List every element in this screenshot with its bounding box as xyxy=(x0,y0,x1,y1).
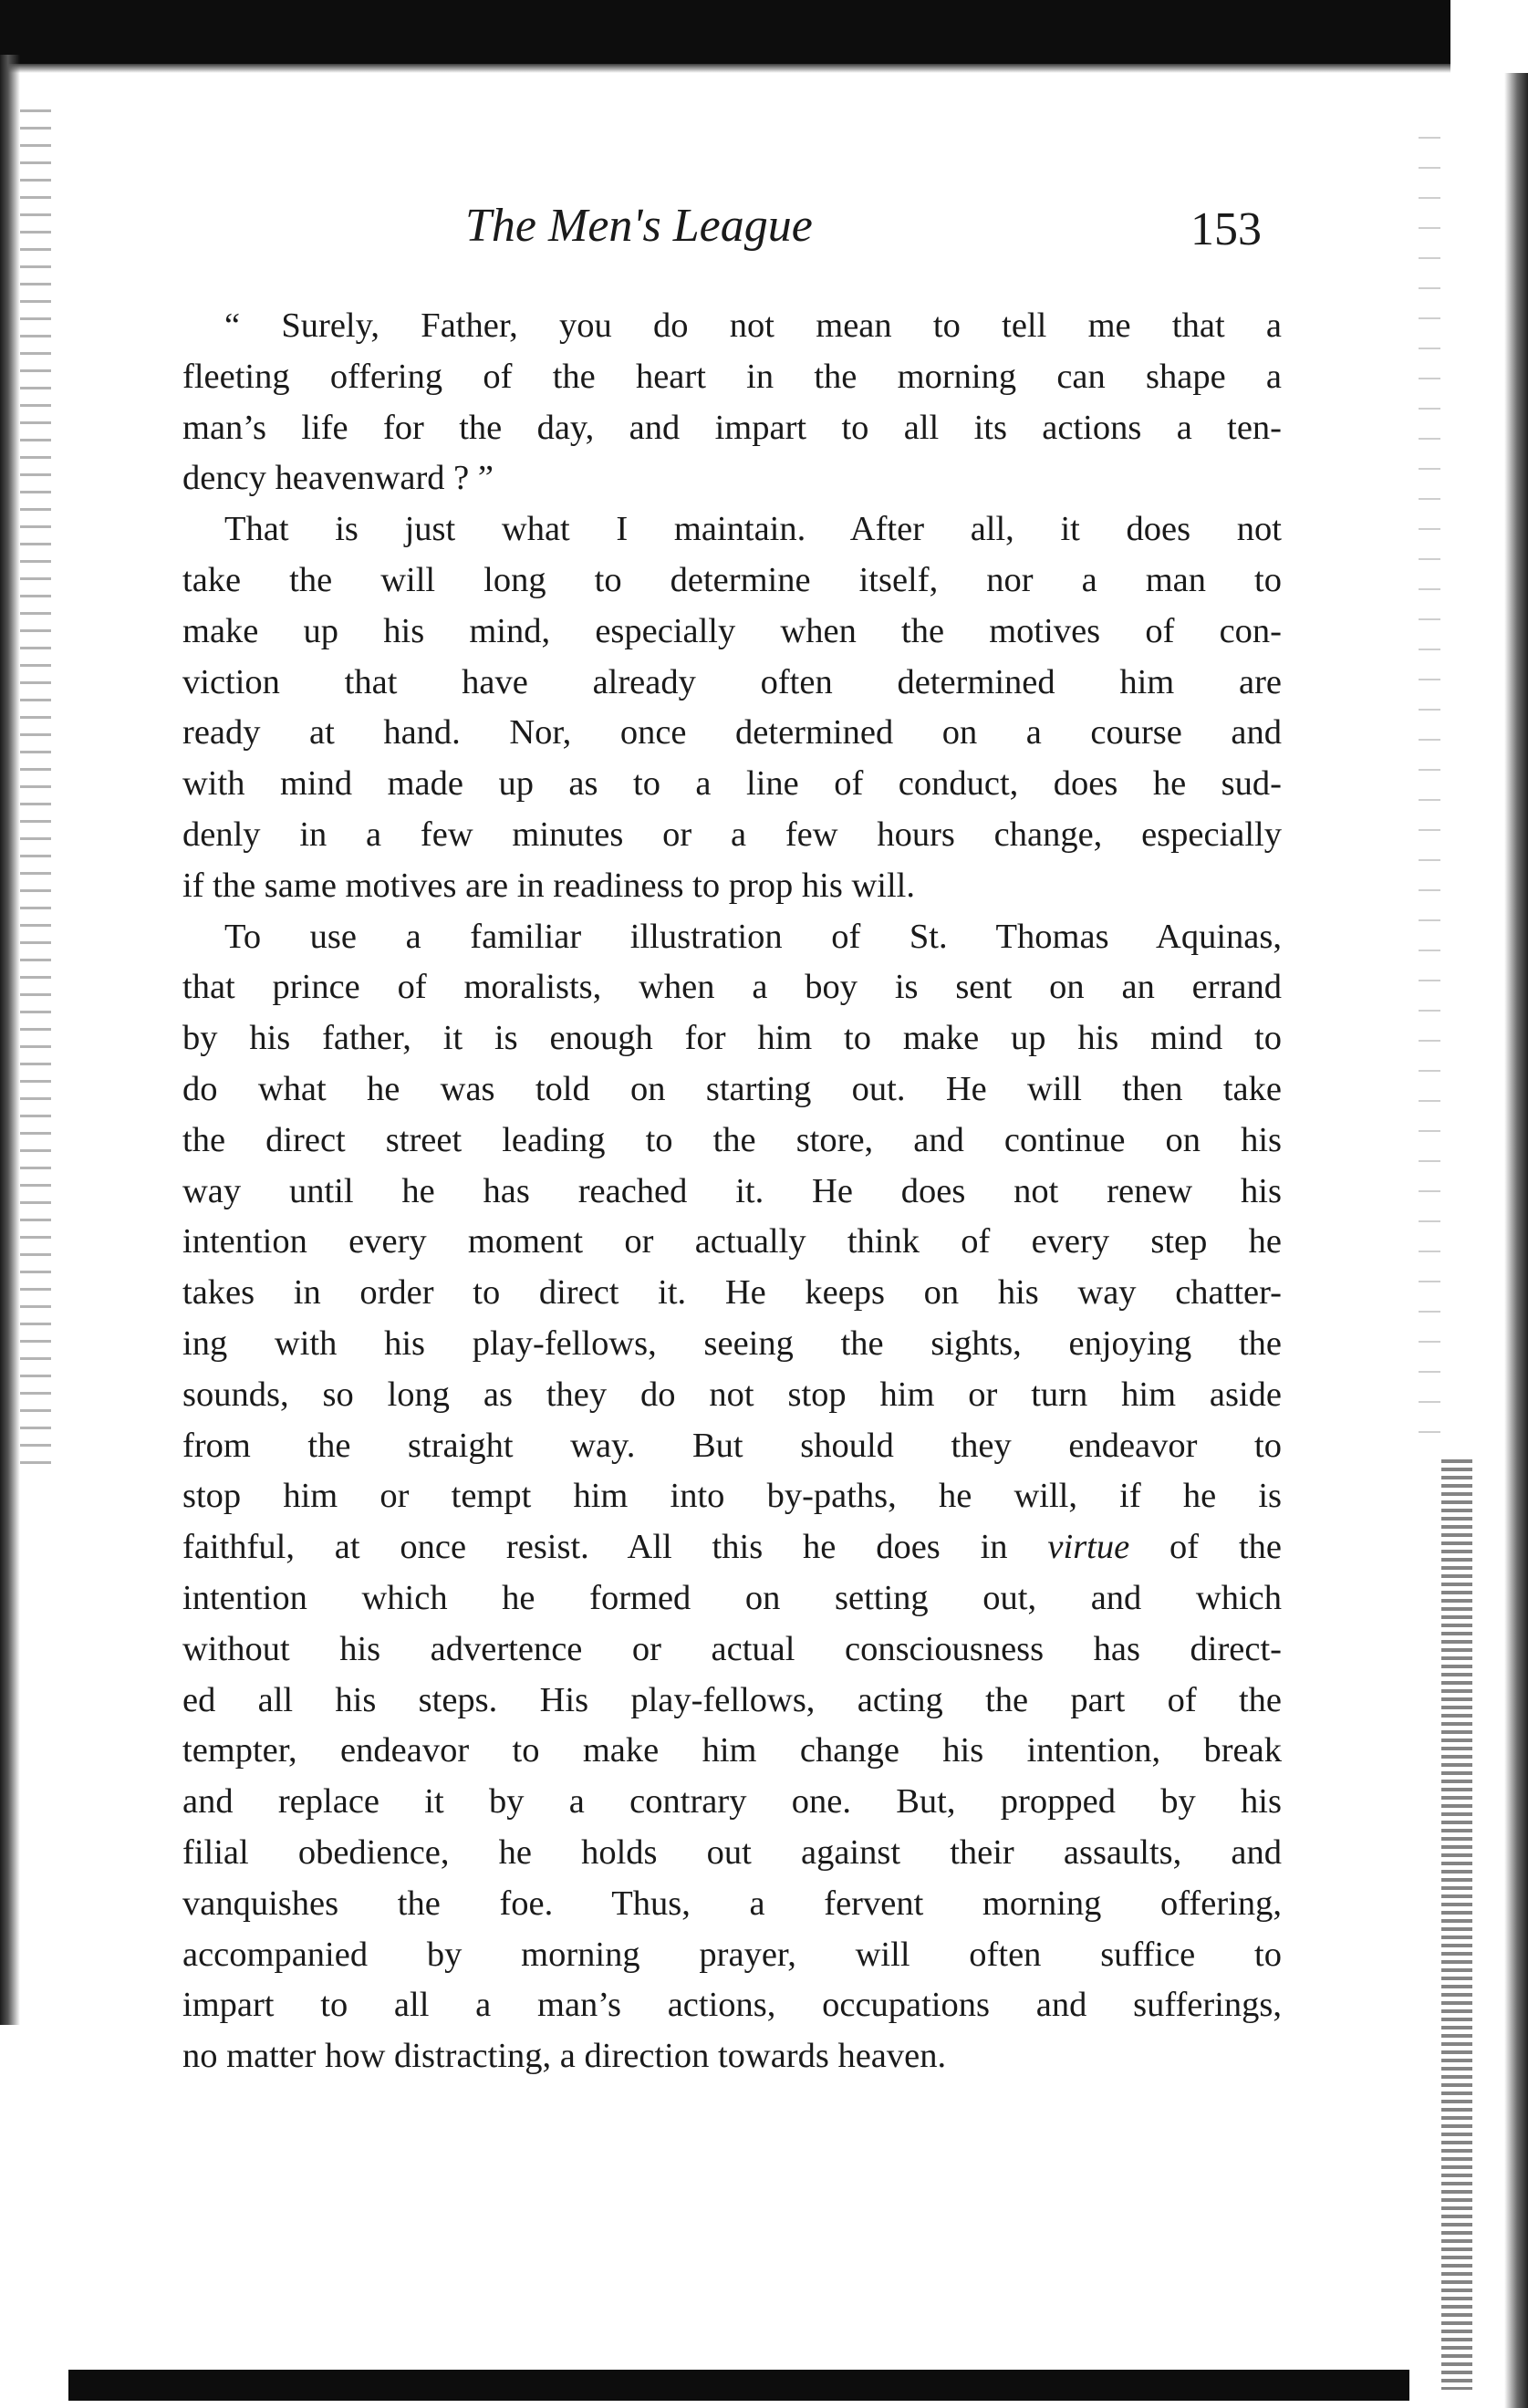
text-line: ready at hand. Nor, once determined on a course and xyxy=(182,713,1282,752)
text-line: vanquishes the foe. Thus, a fervent morning offering, xyxy=(182,1884,1282,1923)
text-line: sounds, so long as they do not stop him or turn him aside xyxy=(182,1375,1282,1414)
scan-edge-top xyxy=(0,0,1450,64)
scan-specks-right xyxy=(1419,137,1440,1459)
text-line: from the straight way. But should they endeavor to xyxy=(182,1426,1282,1465)
text-line: that prince of moralists, when a boy is sent on an errand xyxy=(182,968,1282,1007)
text-line: To use a familiar illustration of St. Thomas Aquinas, xyxy=(224,917,1282,956)
text-line: “ Surely, Father, you do not mean to tell me that a xyxy=(224,306,1282,345)
text-line: and replace it by a contrary one. But, propped by his xyxy=(182,1782,1282,1822)
text-line: viction that have already often determined him are xyxy=(182,662,1282,701)
text-line xyxy=(182,1522,1282,1573)
text-line: stop him or tempt him into by-paths, he will, if he is xyxy=(182,1477,1282,1516)
running-head xyxy=(0,199,1528,263)
running-head-title: The Men's League xyxy=(465,200,813,252)
text-line: do what he was told on starting out. He will then take xyxy=(182,1069,1282,1108)
text-line: ed all his steps. His play-fellows, acting the part of the xyxy=(182,1680,1282,1719)
text-segment: of the xyxy=(1129,1528,1283,1567)
text-line: That is just what I maintain. After all, it does not xyxy=(224,510,1282,549)
text-line: takes in order to direct it. He keeps on his way chatter- xyxy=(182,1273,1282,1313)
text-line: fleeting offering of the heart in the morning can shape a xyxy=(182,357,1282,396)
text-line: with mind made up as to a line of conduct, does he sud- xyxy=(182,764,1282,804)
scan-edge-left xyxy=(0,55,20,2025)
text-line: by his father, it is enough for him to make up his mind to xyxy=(182,1019,1282,1058)
text-line: take the will long to determine itself, nor a man to xyxy=(182,560,1282,599)
body-text xyxy=(182,301,1282,2082)
text-line: way until he has reached it. He does not renew his xyxy=(182,1171,1282,1210)
text-line: denly in a few minutes or a few hours change, especially xyxy=(182,815,1282,854)
text-line: without his advertence or actual consciousness has direct- xyxy=(182,1629,1282,1668)
scan-binding-right xyxy=(1441,1459,1472,2390)
text-line: accompanied by morning prayer, will often suffice to xyxy=(182,1935,1282,1974)
scan-edge-top-fade xyxy=(0,64,1450,73)
text-line: no matter how distracting, a direction towards heaven. xyxy=(182,2037,947,2076)
page-number: 153 xyxy=(1190,203,1262,255)
text-line: ing with his play-fellows, seeing the sights, enjoying the xyxy=(182,1323,1282,1363)
scan-edge-right xyxy=(1504,73,1528,2408)
text-segment: faithful, at once resist. All this he does in xyxy=(182,1528,1048,1567)
text-line: dency heavenward ? ” xyxy=(182,459,494,498)
text-line: the direct street leading to the store, and continue on his xyxy=(182,1120,1282,1159)
scan-specks-left xyxy=(20,109,51,1478)
text-line: tempter, endeavor to make him change his intention, break xyxy=(182,1731,1282,1770)
text-line: filial obedience, he holds out against their assaults, and xyxy=(182,1832,1282,1872)
text-line: intention every moment or actually think of every step he xyxy=(182,1222,1282,1261)
text-line: make up his mind, especially when the motives of con- xyxy=(182,611,1282,650)
italic-word: virtue xyxy=(1047,1528,1130,1567)
text-line: impart to all a man’s actions, occupations and sufferings, xyxy=(182,1986,1282,2025)
text-line: man’s life for the day, and impart to all its actions a ten- xyxy=(182,408,1282,447)
scan-edge-bottom xyxy=(68,2370,1409,2401)
text-line: if the same motives are in readiness to prop his will. xyxy=(182,866,915,905)
text-line: intention which he formed on setting out, and which xyxy=(182,1578,1282,1617)
